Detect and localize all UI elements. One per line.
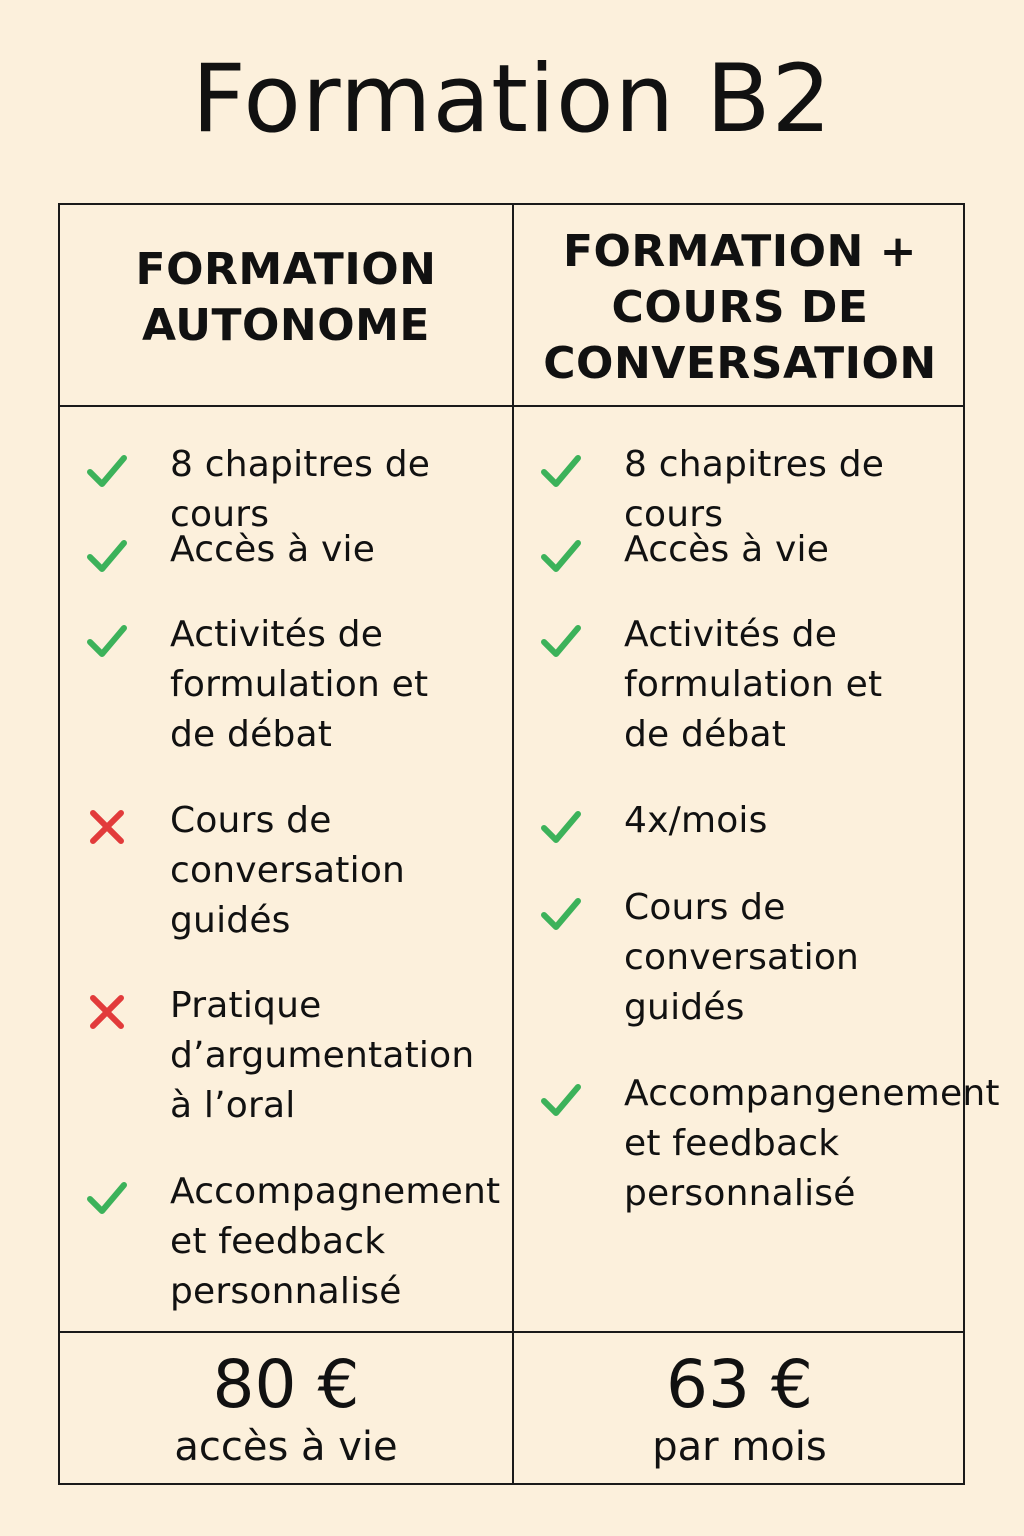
check-icon xyxy=(540,806,582,848)
feature-text: Accès à vie xyxy=(624,529,830,570)
check-icon xyxy=(540,450,582,492)
feature-text: Accompagnement et feedback personnalisé xyxy=(170,1171,501,1312)
feature-text: Accompangenement et feedback personnalisé xyxy=(624,1073,1000,1214)
check-icon xyxy=(86,450,128,492)
feature-text: Activités de formulation et de débat xyxy=(170,614,429,755)
feature-text: Accès à vie xyxy=(170,529,376,570)
feature-text: 8 chapitres de cours xyxy=(170,444,431,535)
check-icon xyxy=(86,620,128,662)
check-icon xyxy=(540,893,582,935)
plan-header-autonome xyxy=(60,205,512,405)
plan-header-line: FORMATION xyxy=(135,244,437,295)
plan-header-line: COURS DE xyxy=(611,282,869,333)
cross-icon xyxy=(86,806,128,848)
plan-header-line: CONVERSATION xyxy=(543,338,937,389)
price-period: par mois xyxy=(652,1424,827,1470)
feature-text: 8 chapitres de cours xyxy=(624,444,885,535)
price-amount: 80 € xyxy=(212,1346,360,1423)
feature-list-conversation xyxy=(514,407,1000,1331)
price-period: accès à vie xyxy=(174,1424,398,1470)
page-title: Formation B2 xyxy=(191,45,833,154)
feature-text: Pratique d’argumentation à l’oral xyxy=(170,985,475,1126)
feature-text: Activités de formulation et de débat xyxy=(624,614,883,755)
check-icon xyxy=(540,1079,582,1121)
feature-text: Cours de conversation guidés xyxy=(170,800,406,941)
price-cell-autonome xyxy=(60,1333,512,1485)
check-icon xyxy=(540,535,582,577)
plan-header-line: AUTONOME xyxy=(142,300,430,351)
check-icon xyxy=(86,1177,128,1219)
cross-icon xyxy=(86,991,128,1033)
plan-header-line: FORMATION + xyxy=(562,226,918,277)
price-cell-conversation xyxy=(514,1333,965,1485)
check-icon xyxy=(86,535,128,577)
pricing-comparison-table xyxy=(58,203,1000,1485)
feature-list-autonome xyxy=(60,407,512,1331)
check-icon xyxy=(540,620,582,662)
price-amount: 63 € xyxy=(666,1346,813,1423)
feature-text: Cours de conversation guidés xyxy=(624,887,860,1028)
feature-text: 4x/mois xyxy=(624,800,768,841)
plan-header-conversation xyxy=(514,205,966,405)
